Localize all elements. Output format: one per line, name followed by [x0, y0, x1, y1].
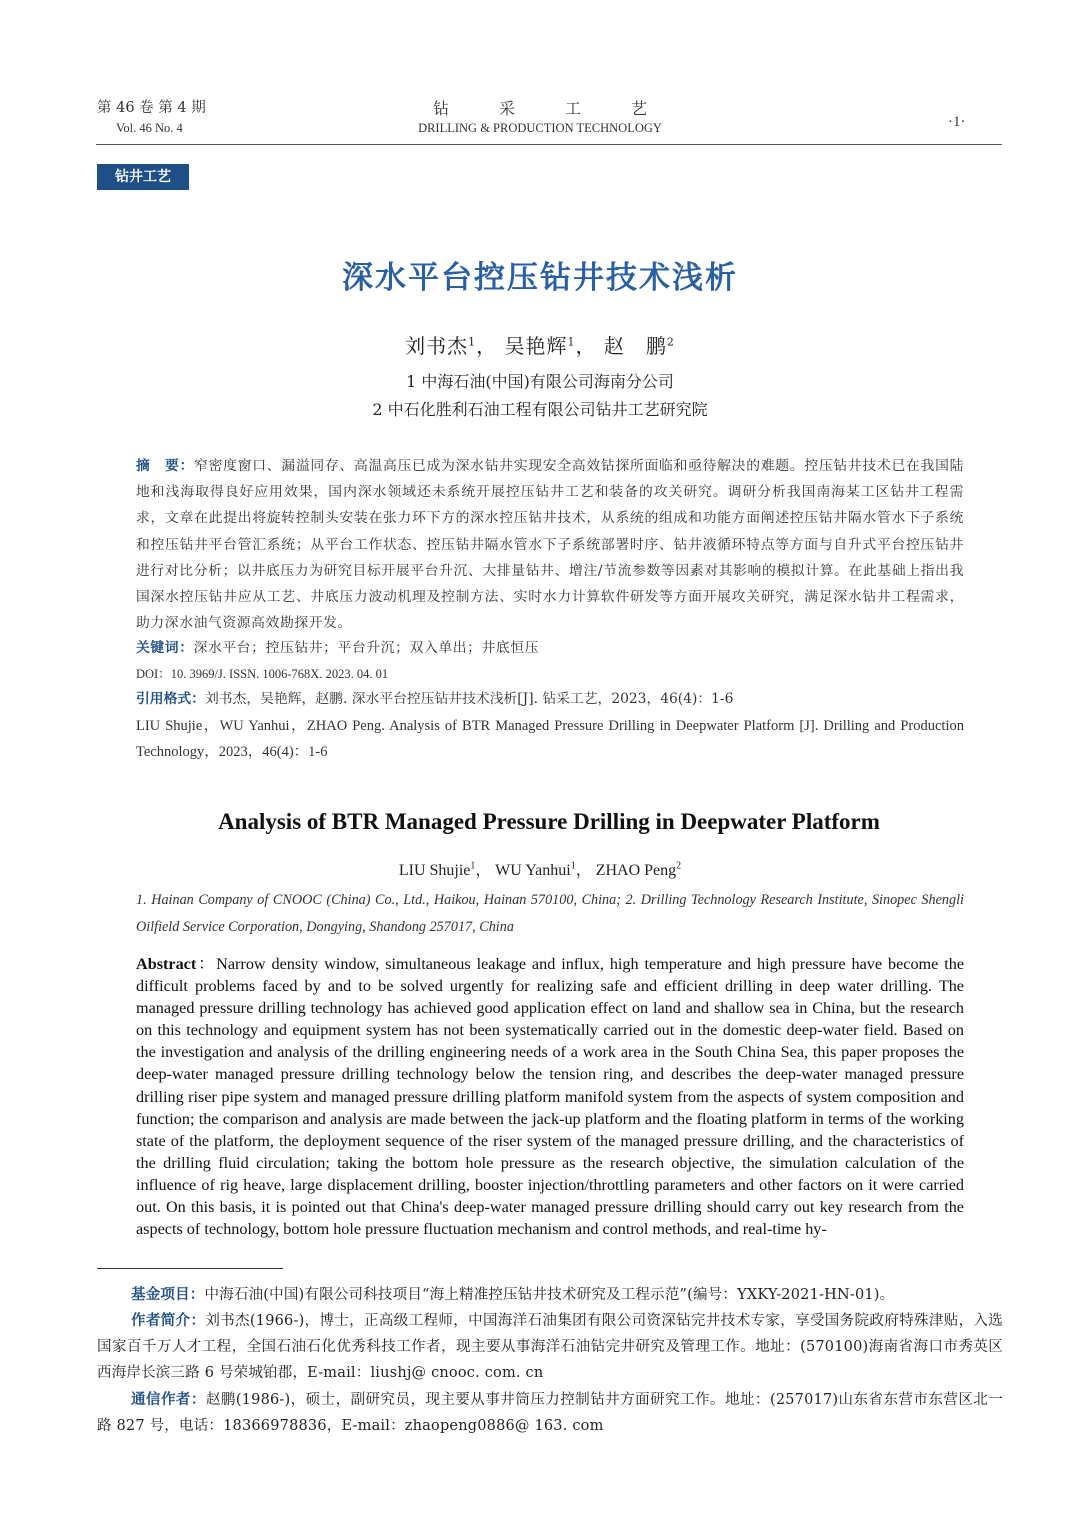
author-name-en: ZHAO Peng — [595, 862, 677, 879]
fund-text: 中海石油(中国)有限公司科技项目“海上精准控压钻井技术研究及工程示范”(编号：YXKY-2021-HN-01)。 — [204, 1287, 895, 1303]
author-name: 刘书杰 — [405, 334, 469, 358]
article-title-cn: 深水平台控压钻井技术浅析 — [342, 260, 738, 296]
fund-label: 基金项目： — [131, 1287, 205, 1303]
page-number: ·1· — [948, 114, 966, 130]
affiliations-en: 1. Hainan Company of CNOOC (China) Co., Ltd., Haikou, Hainan 570100, China; 2. Drilling Technology Research Institute, Sinopec Shengli Oilfield Service Corporation, Dongying, Shandong 257017, China — [136, 892, 964, 935]
footnote-rule — [97, 1268, 283, 1269]
abstract-en-label: Abstract — [136, 955, 197, 973]
abstract-en-colon: ： — [196, 955, 217, 973]
abstract-en — [136, 953, 964, 1240]
author-separator: ， — [575, 334, 597, 358]
journal-issue-cn: 第 46 卷 第 4 期 — [97, 100, 206, 116]
author-separator: ， — [475, 862, 492, 879]
citation-cn-label: 引用格式： — [136, 691, 205, 707]
affiliation-cn-1: 1 中海石油(中国)有限公司海南分公司 — [406, 372, 674, 391]
author-name: 吴艳辉 — [504, 334, 568, 358]
author-affil-mark: 1 — [567, 335, 576, 349]
corresponding-text: 赵鹏(1986-)，硕士，副研究员，现主要从事井筒压力控制钻井方面研究工作。地址：(257017)山东省东营市东营区北一路 827 号，电话：18366978836，E-mail：zhaopeng0886@ 163. com — [97, 1392, 1004, 1434]
citation-cn-text: 刘书杰，吴艳辉，赵鹏. 深水平台控压钻井技术浅析[J]. 钻采工艺，2023，46(4)：1-6 — [204, 691, 734, 707]
keywords-cn-text: 深水平台；控压钻井；平台升沉；双入单出；井底恒压 — [193, 640, 540, 656]
author-list-cn — [0, 330, 1080, 359]
abstract-en-text: Narrow density window, simultaneous leakage and influx, high temperature and high pressure have become the difficult problems faced by and to be solved urgently for realizing safe and efficient drilling in deep water drilling. The managed pressure drilling technology has achieved good application effect on land and shallow sea in China, but the research on this technology and equipment system has not been systematically carried out in the domestic deep-water field. Based on the investigation and analysis of the drilling engineering needs of a work area in the South China Sea, this paper proposes the deep-water managed pressure drilling technology below the tension ring, and describes the deep-water managed pressure drilling riser pipe system and managed pressure drilling platform manifold system from the aspects of system composition and function; the comparison and analysis are made between the jack-up platform and the floating platform in terms of the working state of the platform, the deployment sequence of the riser system of the managed pressure drilling, and the characteristics of the drilling fluid circulation; taking the bottom hole pressure as the research objective, the simulation calculation of the influence of rig heave, large displacement drilling, booster injection/throttling parameters and other factors on it were carried out. On this basis, it is pointed out that China's deep-water managed pressure drilling should carry out key research from the aspects of technology, bottom hole pressure fluctuation mechanism and control methods, and real-time hy- — [136, 955, 965, 1239]
article-title-en: Analysis of BTR Managed Pressure Drilling in Deepwater Platform — [218, 809, 880, 834]
footnote-author — [97, 1308, 1003, 1386]
author-bio-label: 作者简介： — [131, 1313, 206, 1329]
journal-issue-en: Vol. 46 No. 4 — [116, 121, 183, 135]
author-list-en — [0, 857, 1080, 880]
abstract-cn-text: 窄密度窗口、漏溢同存、高温高压已成为深水钻井实现安全高效钻探所面临和亟待解决的难题。控压钻井技术已在我国陆地和浅海取得良好应用效果，国内深水领域还未系统开展控压钻井工艺和装备的攻关研究。调研分析我国南海某工区钻井工程需求，文章在此提出将旋转控制头安装在张力环下方的深水控压钻井技术，从系统的组成和功能方面阐述控压钻井隔水管水下子系统和控压钻井平台管汇系统；从平台工作状态、控压钻井隔水管水下子系统部署时序、钻井液循环特点等方面与自升式平台控压钻井进行对比分析；以井底压力为研究目标开展平台升沉、大排量钻井、增注/节流参数等因素对其影响的模拟计算。在此基础上指出我国深水控压钻井应从工艺、井底压力波动机理及控制方法、实时水力计算软件研发等方面开展攻关研究，满足深水钻井工程需求，助力深水油气资源高效勘探开发。 — [136, 458, 965, 632]
footnote-fund — [97, 1282, 1003, 1308]
author-affil-mark: 1 — [468, 335, 477, 349]
abstract-cn-label: 摘 要： — [136, 458, 195, 474]
author-name-en: WU Yanhui — [495, 862, 571, 879]
author-name-en: LIU Shujie — [398, 862, 471, 879]
author-separator: ， — [476, 334, 498, 358]
author-bio-text: 刘书杰(1966-)，博士，正高级工程师，中国海洋石油集团有限公司资深钻完井技术专家，享受国务院政府特殊津贴，入选国家百千万人才工程，全国石油石化优秀科技工作者，现主要从事海洋石油钻完井研究及管理工作。地址：(570100)海南省海口市秀英区西海岸长滨三路 6 号荣城铂郡，E-mail：liushj@ cnooc. com. cn — [97, 1313, 1004, 1381]
journal-title-cn: 钻采工艺 — [432, 99, 697, 118]
author-affil-mark: 1 — [570, 860, 576, 872]
abstract-cn — [136, 453, 964, 636]
author-affil-mark: 1 — [470, 860, 476, 872]
corresponding-label: 通信作者： — [131, 1392, 206, 1408]
citation-cn — [136, 687, 964, 711]
doi: DOI：10. 3969/J. ISSN. 1006-768X. 2023. 04. 01 — [136, 667, 389, 681]
keywords-cn-label: 关键词： — [136, 640, 194, 656]
affiliation-cn-2: 2 中石化胜利石油工程有限公司钻井工艺研究院 — [372, 400, 708, 419]
citation-en: LIU Shujie，WU Yanhui，ZHAO Peng. Analysis of BTR Managed Pressure Drilling in Deepwater Platform [J]. Drilling and Production Technology，2023，46(4)：1-6 — [136, 718, 964, 760]
journal-title-en: DRILLING & PRODUCTION TECHNOLOGY — [418, 121, 662, 135]
footnote-corresponding — [97, 1387, 1003, 1439]
author-affil-mark: 2 — [676, 860, 682, 872]
author-separator: ， — [575, 862, 592, 879]
keywords-cn — [136, 636, 964, 660]
header-rule — [96, 144, 1002, 145]
section-tag: 钻井工艺 — [97, 164, 189, 190]
author-affil-mark: 2 — [666, 335, 675, 349]
author-name: 赵 鹏 — [603, 334, 667, 358]
